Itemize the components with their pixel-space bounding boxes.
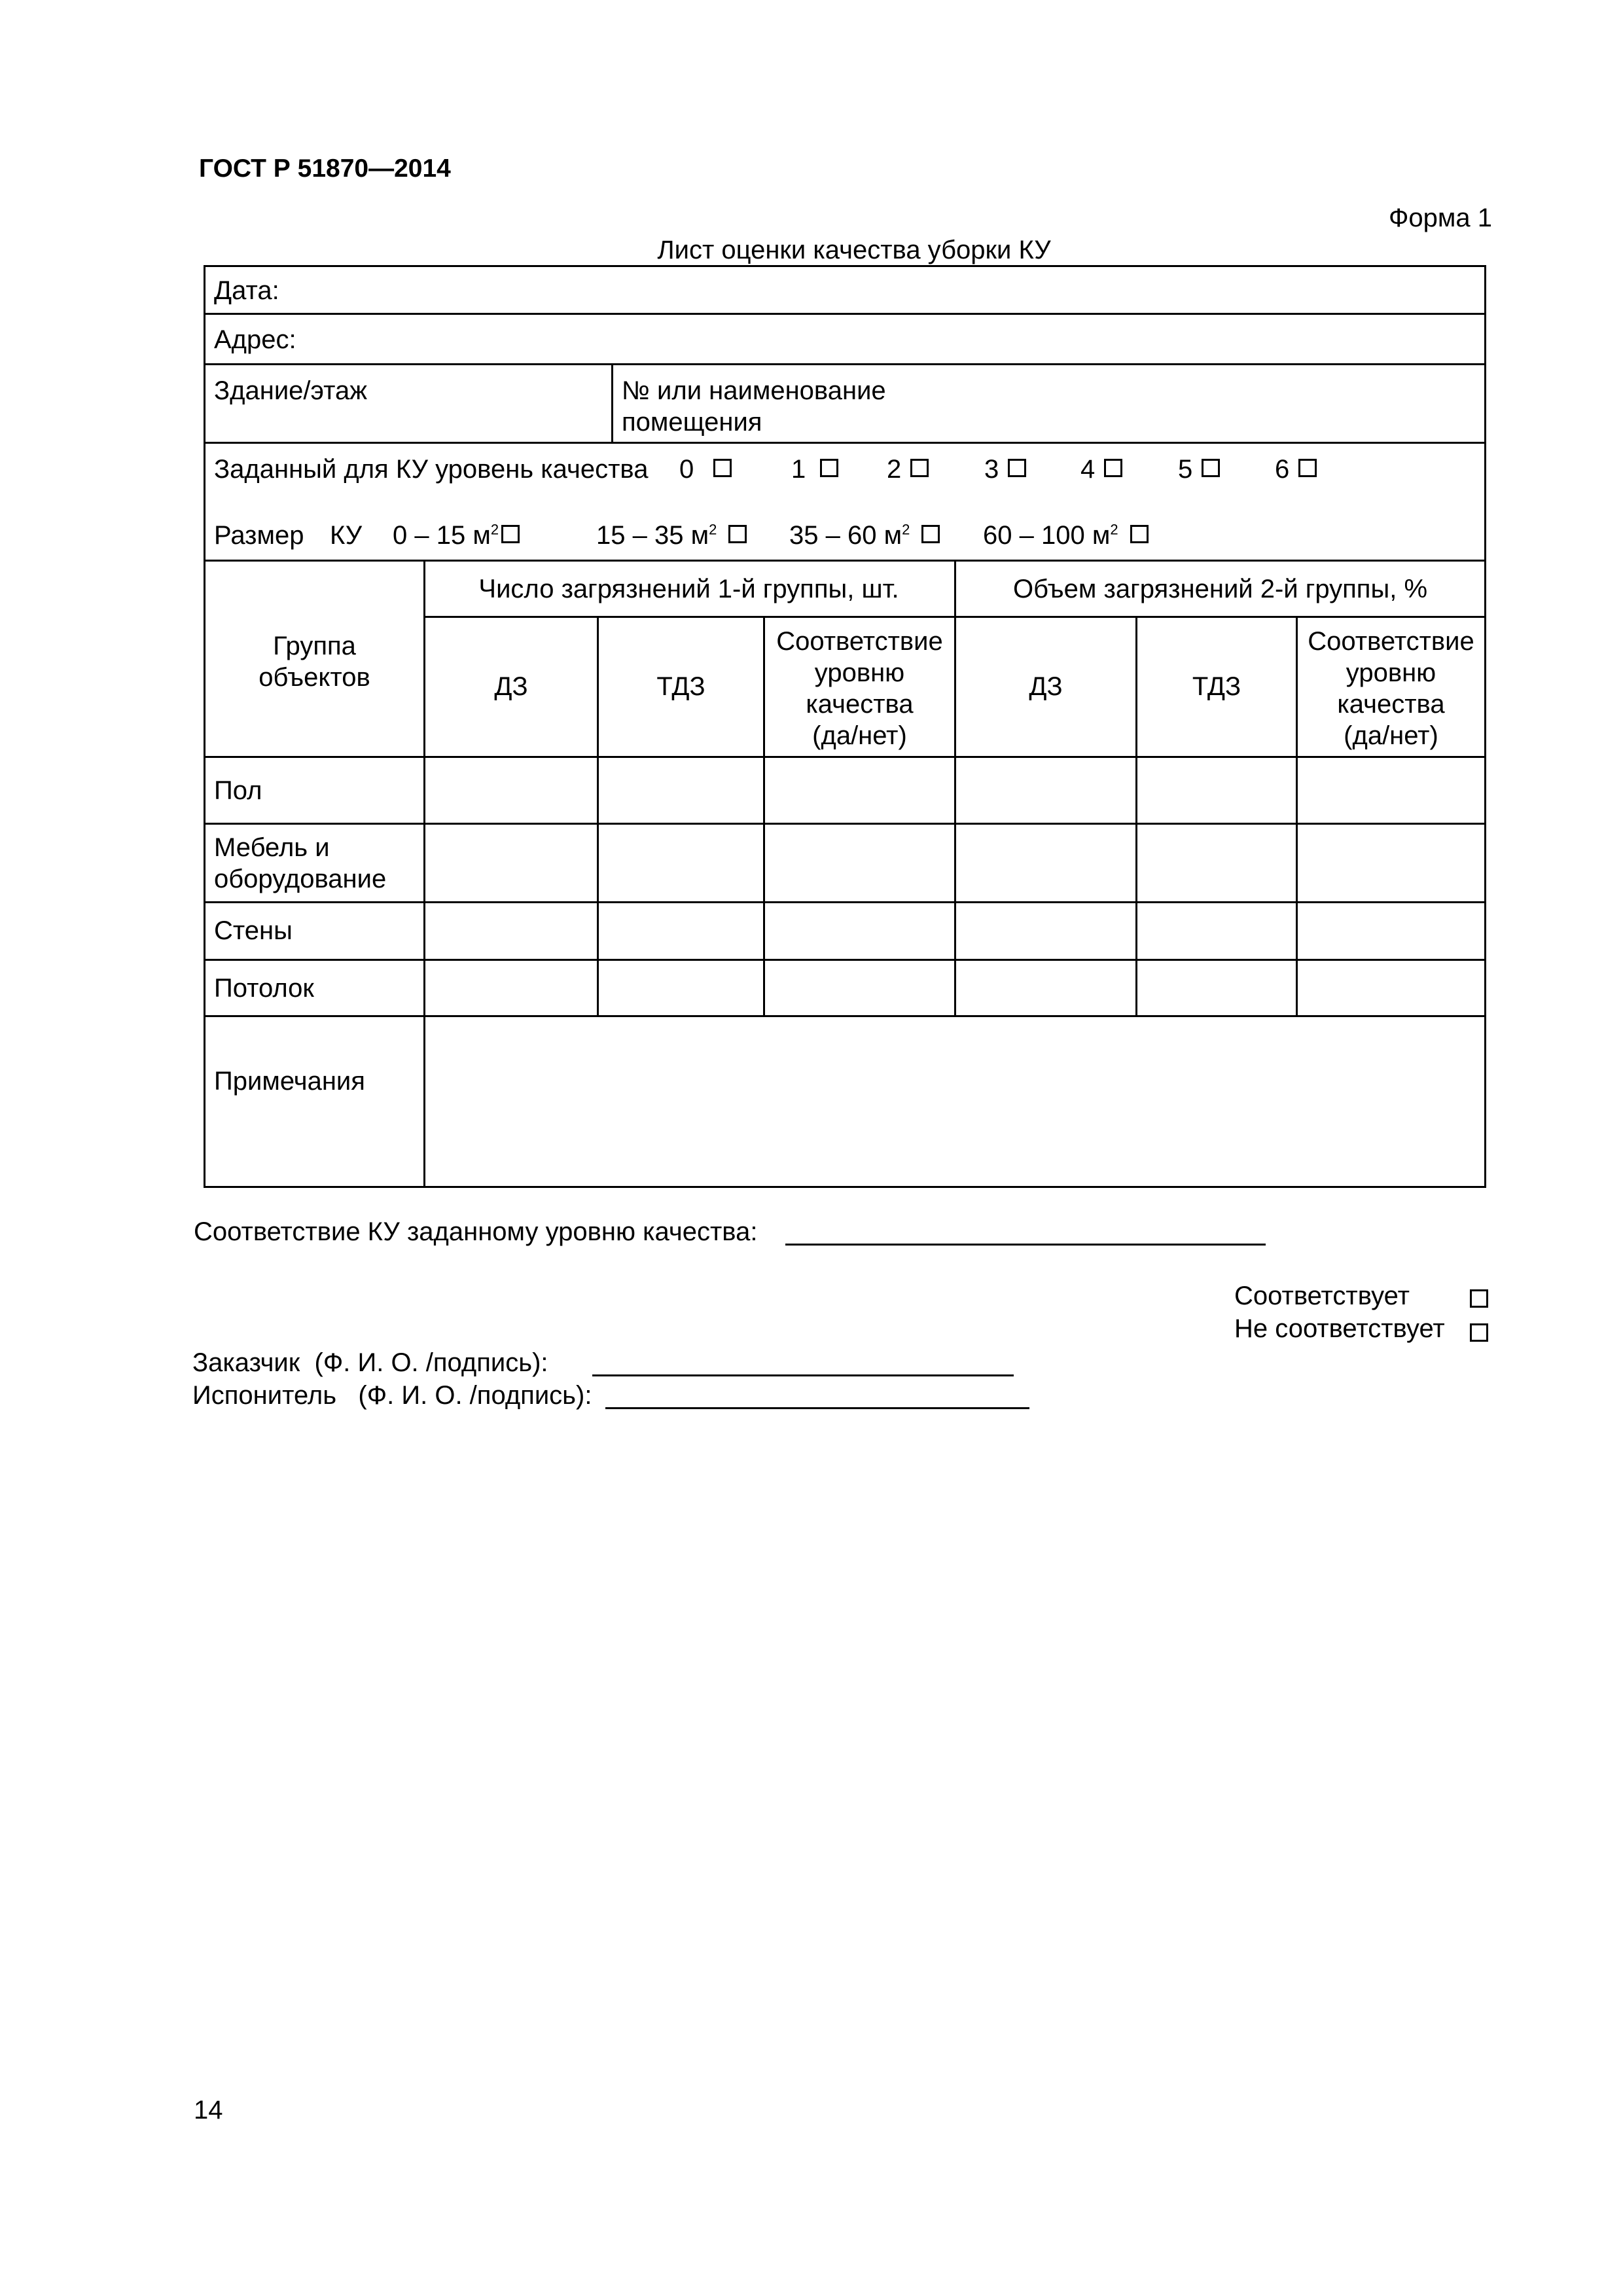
checkbox-icon[interactable] — [713, 459, 732, 477]
conformity-question: Соответствие КУ заданному уровню качества: — [194, 1217, 758, 1246]
room-name-label: № или наименование помещения — [622, 376, 886, 437]
address-field-label: Адрес: — [214, 325, 296, 354]
group2-dz-header: ДЗ — [1029, 672, 1063, 701]
size-option-60-100[interactable]: 60 – 100 $м^2$ — [983, 520, 1149, 551]
group1-dz-header: ДЗ — [494, 672, 528, 701]
quality-option-1[interactable]: 1 — [791, 454, 838, 485]
checkbox-icon[interactable] — [728, 525, 747, 543]
document-code: ГОСТ Р 51870—2014 — [199, 154, 451, 183]
row-label-floor: Пол — [214, 776, 262, 805]
group1-header: Число загрязнений 1-й группы, шт. — [478, 575, 899, 603]
notes-label: Примечания — [214, 1067, 365, 1096]
quality-option-0[interactable]: 0 — [679, 454, 732, 485]
row-label-ceiling: Потолок — [214, 974, 314, 1003]
executor-signature-label: Испонитель (Ф. И. О. /подпись): — [192, 1381, 592, 1410]
executor-signature-line[interactable] — [605, 1407, 1029, 1409]
size-option-15-35[interactable]: 15 – 35 $м^2$ — [596, 520, 747, 551]
conforms-checkbox[interactable] — [1470, 1283, 1488, 1312]
quality-level-label: Заданный для КУ уровень качества — [214, 455, 649, 484]
group1-conformity-header: Соответствие уровню качества (да/нет) — [776, 627, 943, 750]
not-conforms-checkbox[interactable] — [1470, 1317, 1488, 1346]
checkbox-icon[interactable] — [1470, 1289, 1488, 1308]
building-floor-label: Здание/этаж — [214, 376, 367, 405]
group2-conformity-header: Соответствие уровню качества (да/нет) — [1308, 627, 1474, 750]
form-number: Форма 1 — [1388, 204, 1492, 232]
option-not-conforms: Не соответствует — [1234, 1314, 1445, 1343]
conformity-answer-line[interactable] — [785, 1244, 1266, 1246]
customer-signature-line[interactable] — [592, 1374, 1014, 1376]
checkbox-icon[interactable] — [910, 459, 929, 477]
form-title: Лист оценки качества уборки КУ — [657, 236, 1051, 264]
checkbox-icon[interactable] — [1008, 459, 1026, 477]
checkbox-icon[interactable] — [1202, 459, 1220, 477]
checkbox-icon[interactable] — [1470, 1323, 1488, 1342]
size-option-35-60[interactable]: 35 – 60 $м^2$ — [789, 520, 940, 551]
assessment-table — [204, 265, 1486, 1188]
quality-option-6[interactable]: 6 — [1275, 454, 1317, 485]
quality-option-2[interactable]: 2 — [887, 454, 929, 485]
quality-option-4[interactable]: 4 — [1080, 454, 1122, 485]
size-option-0-15[interactable]: 0 – 15 $м^2$ — [393, 520, 520, 551]
option-conforms: Соответствует — [1234, 1282, 1410, 1310]
object-group-header: Группа объектов — [259, 632, 370, 692]
size-label-ku: КУ — [330, 521, 363, 550]
checkbox-icon[interactable] — [1104, 459, 1122, 477]
page-number: 14 — [194, 2096, 223, 2125]
group1-tdz-header: ТДЗ — [656, 672, 705, 701]
date-field-label: Дата: — [214, 276, 279, 305]
customer-signature-label: Заказчик (Ф. И. О. /подпись): — [192, 1348, 548, 1377]
row-label-walls: Стены — [214, 916, 293, 945]
checkbox-icon[interactable] — [501, 525, 520, 543]
group2-header: Объем загрязнений 2-й группы, % — [1012, 575, 1428, 603]
row-label-furniture: Мебель и оборудование — [214, 833, 387, 893]
checkbox-icon[interactable] — [820, 459, 838, 477]
checkbox-icon[interactable] — [1130, 525, 1149, 543]
checkbox-icon[interactable] — [1298, 459, 1317, 477]
quality-option-5[interactable]: 5 — [1178, 454, 1220, 485]
checkbox-icon[interactable] — [921, 525, 940, 543]
quality-option-3[interactable]: 3 — [984, 454, 1026, 485]
group2-tdz-header: ТДЗ — [1192, 672, 1241, 701]
quality-level-row — [214, 454, 648, 485]
size-label: Размер — [214, 521, 304, 550]
